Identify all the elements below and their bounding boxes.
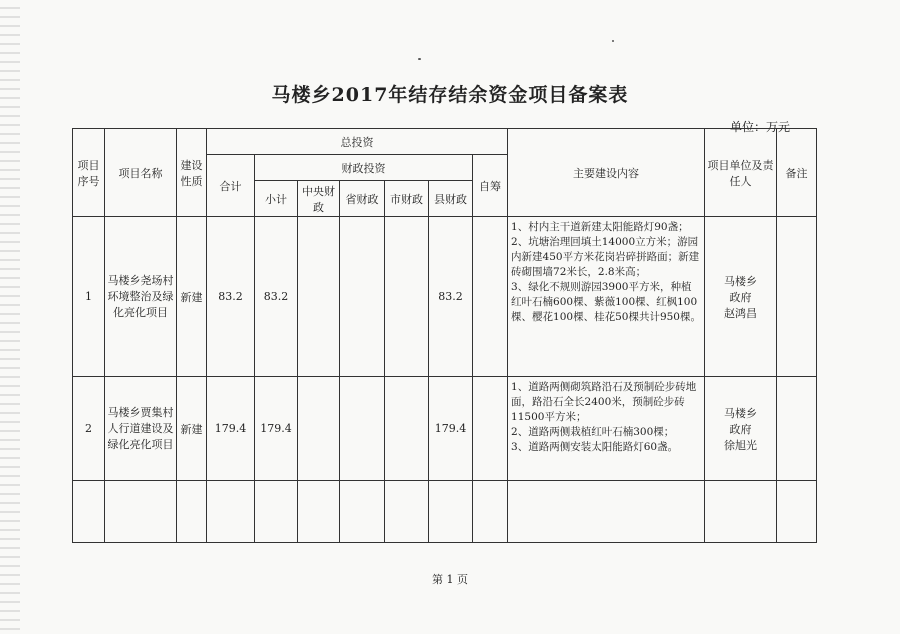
row-nature: 新建 [177, 217, 207, 377]
header-central: 中央财政 [298, 181, 340, 217]
header-content: 主要建设内容 [508, 129, 705, 217]
row-content: 1、道路两侧砌筑路沿石及预制砼步砖地面，路沿石全长2400米，预制砼步砖11500平方米； 2、道路两侧栽植红叶石楠300棵； 3、道路两侧安装太阳能路灯60盏。 [508, 377, 705, 481]
row-municipal [385, 377, 429, 481]
row-central [298, 217, 340, 377]
header-provincial: 省财政 [340, 181, 385, 217]
header-county: 县财政 [429, 181, 473, 217]
empty-cell [429, 481, 473, 543]
row-provincial [340, 377, 385, 481]
header-fiscal: 财政投资 [255, 155, 473, 181]
empty-cell [207, 481, 255, 543]
empty-cell [385, 481, 429, 543]
row-central [298, 377, 340, 481]
row-subtotal: 179.4 [255, 377, 298, 481]
row-name: 马楼乡贾集村人行道建设及绿化亮化项目 [105, 377, 177, 481]
scan-speck [612, 40, 614, 42]
empty-cell [777, 481, 817, 543]
row-seq: 1 [73, 217, 105, 377]
header-self-raised: 自筹 [473, 155, 508, 217]
empty-cell [340, 481, 385, 543]
row-remark [777, 217, 817, 377]
row-county: 179.4 [429, 377, 473, 481]
unit-label: 单位：万元 [730, 120, 791, 134]
row-total: 179.4 [207, 377, 255, 481]
empty-cell [73, 481, 105, 543]
header-remark: 备注 [777, 129, 817, 217]
empty-cell [705, 481, 777, 543]
header-seq: 项目序号 [73, 129, 105, 217]
row-seq: 2 [73, 377, 105, 481]
project-table [72, 128, 817, 543]
header-nature: 建设性质 [177, 129, 207, 217]
header-total-investment: 总投资 [207, 129, 508, 155]
empty-cell [508, 481, 705, 543]
document-title: 马楼乡2017年结存结余资金项目备案表 [271, 84, 629, 106]
row-nature: 新建 [177, 377, 207, 481]
page-number: 第 1 页 [432, 573, 468, 586]
header-unit-person: 项目单位及责任人 [705, 129, 777, 217]
row-provincial [340, 217, 385, 377]
row-county: 83.2 [429, 217, 473, 377]
header-subtotal: 小计 [255, 181, 298, 217]
row-unit-person: 马楼乡 政府 赵鸿昌 [705, 217, 777, 377]
row-remark [777, 377, 817, 481]
empty-cell [105, 481, 177, 543]
row-municipal [385, 217, 429, 377]
header-municipal: 市财政 [385, 181, 429, 217]
empty-cell [473, 481, 508, 543]
header-row-1 [73, 129, 817, 155]
header-name: 项目名称 [105, 129, 177, 217]
table-row-empty [73, 481, 817, 543]
header-total: 合计 [207, 155, 255, 217]
row-unit-person: 马楼乡 政府 徐旭光 [705, 377, 777, 481]
table-row [73, 377, 817, 481]
empty-cell [177, 481, 207, 543]
row-self-raised [473, 377, 508, 481]
empty-cell [255, 481, 298, 543]
row-total: 83.2 [207, 217, 255, 377]
row-self-raised [473, 217, 508, 377]
table-row [73, 217, 817, 377]
row-name: 马楼乡尧场村环境整治及绿化亮化项目 [105, 217, 177, 377]
scan-speck [418, 58, 421, 60]
empty-cell [298, 481, 340, 543]
row-content: 1、村内主干道新建太阳能路灯90盏； 2、坑塘治理回填土14000立方米；游园内新建450平方米花岗岩碎拼路面；新建砖砌围墙72米长，2.8米高； 3、绿化不规则游园3900平方米，种植红叶石楠600棵、紫薇100棵、红枫100棵、樱花100棵、桂花50棵共计950棵。 [508, 217, 705, 377]
row-subtotal: 83.2 [255, 217, 298, 377]
